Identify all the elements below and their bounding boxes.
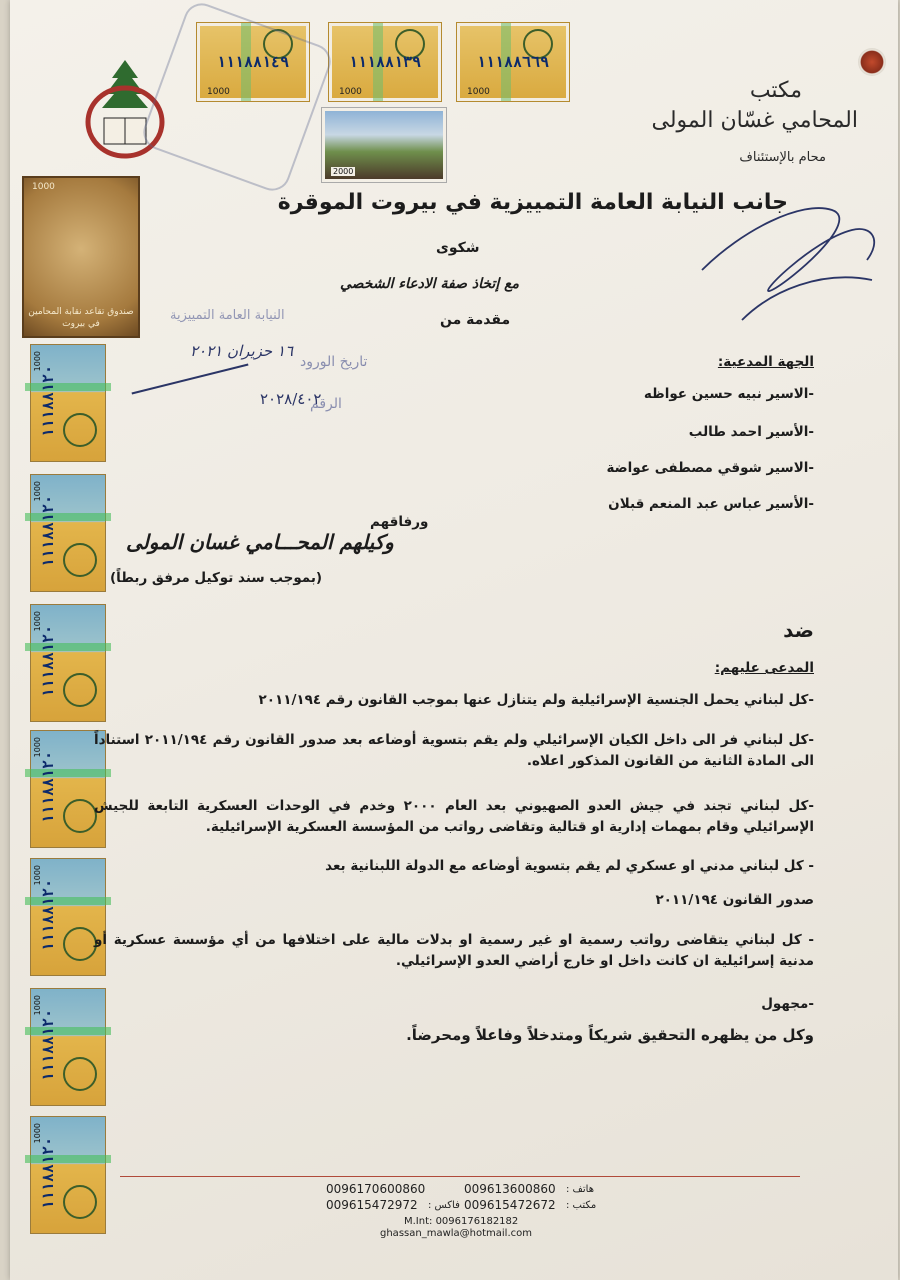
side-revenue-stamp: 1000 ١١١٨٨١٢٠	[30, 1116, 106, 1234]
doc-subtype: مع إتخاذ صفة الادعاء الشخصي	[340, 276, 520, 292]
footer-phone-label: هاتف :	[566, 1184, 595, 1195]
letterhead-lawyer-name: المحامي غسّان المولى	[651, 108, 858, 133]
side-revenue-stamp: 1000 ١١١٨٨١٢٠	[30, 988, 106, 1106]
footer-phone2: 0096170600860	[326, 1182, 426, 1196]
registry-stamp: النيابة العامة التمييزية تاريخ الورود ١٦ حزيران ٢٠٢١ الرقم ٢٠٢٨/٤٠٢	[130, 308, 380, 418]
footer-rule	[120, 1176, 800, 1177]
side-revenue-stamp: 1000 ١١١٨٨١٢٠	[30, 344, 106, 462]
footer-office-phone: 009615472672	[464, 1198, 556, 1212]
defendant-item: -مجهول	[761, 996, 814, 1012]
closing-statement: وكل من يظهره التحقيق شريكاً ومتدخلاً وفاعلاً ومحرضاً.	[406, 1026, 814, 1044]
letterhead-title: محام بالإستئناف	[739, 150, 826, 165]
recipient-heading: جانب النيابة العامة التمييزية في بيروت الموقرة	[277, 190, 788, 215]
side-revenue-stamp: 1000 ١١١٨٨١٢٠	[30, 858, 106, 976]
footer-email: ghassan_mawla@hotmail.com	[380, 1228, 532, 1239]
revenue-stamp-3: ١١١٨٨٦٦٩ 1000	[456, 22, 570, 102]
side-revenue-stamp: 1000 ١١١٨٨١٢٠	[30, 604, 106, 722]
footer-fax: 009615472972	[326, 1198, 418, 1212]
side-revenue-stamp: 1000 ١١١٨٨١٢٠	[30, 474, 106, 592]
plaintiff-item: -الاسير نبيه حسين عواظه	[643, 386, 814, 402]
defendant-item-continued: صدور القانون ٢٠١١/١٩٤	[655, 892, 814, 908]
letterhead-office: مكتب	[749, 78, 802, 103]
defendant-item: - كل لبناني مدني او عسكري لم يقم بتسوية أوضاعه مع الدولة اللبنانية بعد	[325, 858, 814, 874]
footer-phone1: 009613600860	[464, 1182, 556, 1196]
footer-office-label: مكتب :	[566, 1200, 597, 1211]
footer-fax-label: فاكس :	[428, 1200, 460, 1211]
retirement-fund-stamp: 1000 صندوق تقاعد نقابة المحامين في بيروت	[22, 176, 140, 338]
defendant-item: -كل لبناني فر الى داخل الكيان الإسرائيلي ولم يقم بتسوية أوضاعه بعد صدور القانون رقم ٢٠١١/١٩٤ استناداً الى المادة الثانية من القانون المذكور اعلاه.	[94, 732, 814, 769]
revenue-stamp-2: ١١١٨٨١٣٩ 1000	[328, 22, 442, 102]
punch-hole-icon	[858, 48, 886, 76]
plaintiff-item: -الاسير شوقي مصطفى عواضة	[606, 460, 814, 476]
footer-mobile: M.Int: 0096176182182	[404, 1216, 519, 1227]
against-label: ضد	[783, 618, 814, 642]
plaintiffs-heading: الجهة المدعية:	[717, 354, 814, 370]
submitted-by: مقدمة من	[440, 312, 511, 328]
doc-type: شكوى	[436, 240, 480, 256]
plaintiff-item: -الأسير عباس عبد المنعم قبلان	[608, 496, 814, 512]
revenue-stamp-1: ١١١٨٨١٤٩ 1000	[196, 22, 310, 102]
defendant-item: -كل لبناني يحمل الجنسية الإسرائيلية ولم يتنازل عنها بموجب القانون رقم ٢٠١١/١٩٤	[258, 692, 814, 708]
attorney-note: (بموجب سند توكيل مرفق ربطاً)	[110, 570, 323, 586]
side-revenue-stamp: 1000 ١١١٨٨١٢٠	[30, 730, 106, 848]
companions: ورفاقهم	[370, 514, 429, 530]
defendants-heading: المدعى عليهم:	[714, 660, 814, 676]
attorney: وكيلهم المحـــامي غسان المولى	[126, 530, 394, 554]
defendant-item: - كل لبناني يتقاضى رواتب رسمية او غير رسمية او بدلات مالية على اختلافها من أي مؤسسة عسكرية أو مدنية إسرائيلية ان كانت داخل او خارج أراضي العدو الإسرائيلي.	[94, 932, 814, 969]
photo-stamp: 2000	[322, 108, 446, 182]
plaintiff-item: -الأسير احمد طالب	[688, 424, 814, 440]
defendant-item: -كل لبناني تجند في جيش العدو الصهيوني بعد العام ٢٠٠٠ وخدم في الوحدات العسكرية التابعة للجيش الإسرائيلي وقام بمهمات إدارية او قتالية وتقاضى رواتب من المؤسسة العسكرية الإسرائيلية.	[94, 798, 814, 835]
document-page	[10, 0, 898, 1280]
